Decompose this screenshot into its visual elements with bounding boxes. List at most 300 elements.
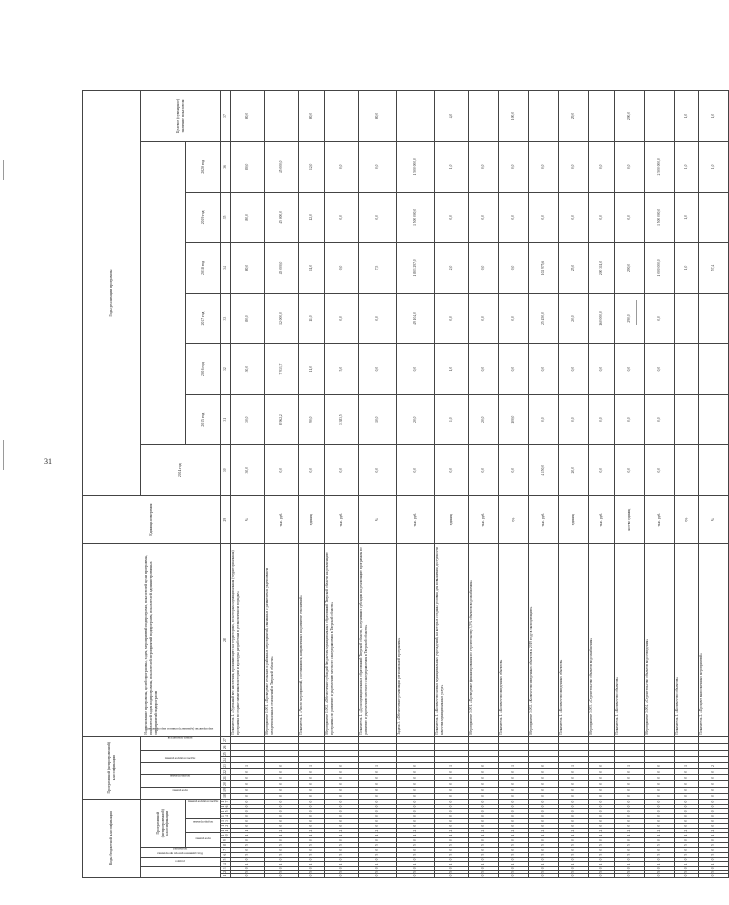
code-cell: 0 [498, 823, 528, 828]
code-cell: 0 [614, 781, 644, 787]
table-row [358, 91, 396, 878]
code-cell: 0 [230, 781, 264, 787]
column-number: 33 [221, 293, 231, 344]
year-value: 0,0 [558, 142, 588, 193]
column-number: 1 [221, 874, 231, 878]
margin-mark [3, 440, 4, 470]
year-value: 0,0 [614, 142, 644, 193]
code-cell: 1 [264, 833, 298, 838]
year-value: 1 803 297,0 [396, 243, 434, 294]
subsection-header: подраздел [141, 847, 221, 857]
code-cell [230, 744, 264, 751]
code-cell: 0 [264, 799, 298, 804]
row-unit: тыс. руб. [264, 496, 298, 544]
year-value: 0,0 [588, 394, 614, 445]
code-cell: 0 [644, 814, 674, 819]
code-cell: 0 [674, 847, 698, 852]
target-value [588, 91, 614, 142]
margin-mark [636, 300, 637, 325]
code-cell: 2 [434, 828, 468, 833]
code-cell: 0 [588, 775, 614, 781]
code-cell: 0 [468, 799, 498, 804]
year-value: 160 000,0 [588, 293, 614, 344]
code-cell: 0 [468, 819, 498, 824]
code-cell: 0 [230, 867, 264, 871]
target-value [264, 91, 298, 142]
column-number: 7 [221, 847, 231, 852]
code-cell: 0 [558, 769, 588, 775]
code-cell: 5 [434, 870, 468, 874]
code-cell: 0 [674, 769, 698, 775]
code-cell: 1 [434, 833, 468, 838]
code-cell: 0 [264, 763, 298, 769]
code-cell: 0 [264, 814, 298, 819]
program-header: программа [141, 787, 221, 799]
code-cell: 0 [614, 804, 644, 809]
code-cell: 0 [358, 809, 396, 814]
code-cell: 1 [298, 763, 324, 769]
year-value: 290,0 [614, 293, 644, 344]
code-cell [358, 757, 396, 763]
code-cell: 0 [324, 814, 358, 819]
code-cell: 0 [674, 804, 698, 809]
code-cell: 0 [264, 838, 298, 843]
year-value: 49 104,0 [396, 293, 434, 344]
code-cell [528, 757, 558, 763]
code-cell: 1 [528, 862, 558, 867]
rotated-page [82, 90, 716, 878]
code-cell [298, 736, 324, 743]
code-cell: 0 [644, 787, 674, 793]
code-cell: 0 [230, 799, 264, 804]
code-cell: 0 [396, 769, 434, 775]
column-number: 23 [221, 763, 231, 769]
code-cell: 0 [298, 838, 324, 843]
target-value: 80,0 [230, 91, 264, 142]
code-cell: 0 [434, 838, 468, 843]
code-cell: 0 [230, 814, 264, 819]
code-cell: 5 [396, 852, 434, 857]
year-value: 1,0 [674, 192, 698, 243]
code-cell: 5 [558, 870, 588, 874]
value-2014: 20,0 [558, 445, 588, 496]
year-value: 12 000,0 [264, 293, 298, 344]
year-value: 12,0 [298, 142, 324, 193]
row-name: Мероприятие 3.003. «Строительство объектов водоснабжения» [588, 544, 614, 737]
code-cell: 0 [396, 814, 434, 819]
code-cell: 5 [614, 852, 644, 857]
target-value: 4,0 [434, 91, 468, 142]
year-header-2018: 2018 год [186, 243, 221, 294]
code-cell: 0 [558, 804, 588, 809]
unit-column-header: Единица измерения [83, 496, 221, 544]
column-number: 24 [221, 757, 231, 763]
year-value: 0,0 [468, 243, 498, 294]
code-cell: 5 [558, 852, 588, 857]
code-cell: 0 [468, 838, 498, 843]
year-value: 0,0 [498, 344, 528, 395]
code-cell [264, 744, 298, 751]
code-cell: 0 [434, 847, 468, 852]
year-value: 20,0 [558, 293, 588, 344]
code-cell: 0 [528, 775, 558, 781]
column-number: 29 [221, 496, 231, 544]
year-value: 0,0 [644, 293, 674, 344]
code-cell: 0 [558, 781, 588, 787]
code-cell: 0 [528, 814, 558, 819]
code-cell: 0 [644, 809, 674, 814]
code-cell: 0 [588, 819, 614, 824]
year-value: 10,0 [358, 394, 396, 445]
code-cell: 0 [528, 763, 558, 769]
measure-header: мероприятие (административное мероприятие) [141, 751, 221, 763]
code-cell: 0 [230, 838, 264, 843]
code-cell: 5 [498, 852, 528, 857]
code-cell: 5 [434, 852, 468, 857]
year-value: 45 000,0 [264, 142, 298, 193]
code-cell: 0 [396, 874, 434, 878]
year-value: 57,4 [698, 243, 728, 294]
code-cell: 5 [468, 852, 498, 857]
code-cell: 1 [644, 833, 674, 838]
code-cell: 1 [498, 862, 528, 867]
code-cell: 0 [298, 867, 324, 871]
code-cell: 0 [698, 804, 728, 809]
code-cell: 0 [434, 781, 468, 787]
code-cell: 0 [434, 874, 468, 878]
table-row [614, 91, 644, 878]
year-value: 30,0 [230, 344, 264, 395]
code-cell: 5 [358, 843, 396, 848]
code-cell: 0 [324, 819, 358, 824]
year-value: 0,0 [324, 142, 358, 193]
code-cell [396, 757, 434, 763]
column-number: 17 [221, 800, 230, 803]
code-cell [324, 757, 358, 763]
code-cell [434, 744, 468, 751]
year-value: 0,0 [468, 192, 498, 243]
code-cell: 0 [588, 847, 614, 852]
code-cell: 0 [498, 874, 528, 878]
target-value [644, 91, 674, 142]
code-cell: 0 [528, 838, 558, 843]
code-cell [298, 744, 324, 751]
year-value: 11,0 [298, 344, 324, 395]
year-value [674, 394, 698, 445]
column-number: 4 [221, 862, 231, 867]
code-cell: 0 [324, 804, 358, 809]
code-cell [230, 736, 264, 743]
code-cell: 0 [298, 793, 324, 799]
row-unit: тыс. руб. [528, 496, 558, 544]
code-cell: 0 [558, 847, 588, 852]
code-cell: 0 [674, 857, 698, 862]
code-cell: 0 [298, 819, 324, 824]
code-cell: 0 [264, 804, 298, 809]
code-cell [230, 757, 264, 763]
code-cell: 0 [358, 867, 396, 871]
code-cell: 1 [396, 833, 434, 838]
code-cell: 5 [528, 870, 558, 874]
code-cell: 0 [614, 775, 644, 781]
year-value: 1,0 [698, 142, 728, 193]
code-cell [558, 736, 588, 743]
code-cell: 0 [588, 787, 614, 793]
table-row [558, 91, 588, 878]
code-cell: 0 [264, 847, 298, 852]
code-cell: 0 [588, 804, 614, 809]
table-row [324, 91, 358, 878]
code-cell: 0 [528, 781, 558, 787]
code-cell: 5 [230, 852, 264, 857]
table-row [644, 91, 674, 878]
code-cell: 5 [324, 852, 358, 857]
code-cell: 0 [674, 838, 698, 843]
code-cell: 1 [588, 862, 614, 867]
code-cell: 0 [498, 857, 528, 862]
row-name: Показатель 1. «Количество введенных объектов» [558, 544, 588, 737]
code-cell: 0 [324, 775, 358, 781]
code-cell: 0 [396, 763, 434, 769]
code-cell [298, 757, 324, 763]
code-cell [588, 757, 614, 763]
year-value: 0,0 [468, 293, 498, 344]
code-cell: 0 [298, 809, 324, 814]
code-cell: 1 [298, 833, 324, 838]
value-2014: 0,0 [468, 445, 498, 496]
year-value: 0,0 [358, 344, 396, 395]
value-2014: 0,0 [298, 445, 324, 496]
year-value: 1 000 000,0 [644, 243, 674, 294]
target-value [468, 91, 498, 142]
value-2014: 0,0 [588, 445, 614, 496]
year-value: 100,0 [498, 394, 528, 445]
value-2014: 0,0 [434, 445, 468, 496]
code-cell: 0 [396, 804, 434, 809]
column-number-row [221, 91, 231, 878]
code-cell: 2 [698, 763, 728, 769]
code-cell: 0 [498, 814, 528, 819]
code-cell: 0 [614, 809, 644, 814]
year-value: 0,0 [614, 192, 644, 243]
code-cell: 0 [230, 787, 264, 793]
year-value: 25,0 [558, 243, 588, 294]
code-cell [498, 736, 528, 743]
code-cell: 0 [358, 874, 396, 878]
column-number: 28 [221, 544, 231, 737]
code-cell: 0 [614, 787, 644, 793]
code-cell: 0 [698, 823, 728, 828]
value-2014: 0,0 [644, 445, 674, 496]
code-cell: 0 [528, 787, 558, 793]
code-cell: 0 [358, 804, 396, 809]
code-cell: 0 [614, 838, 644, 843]
code-cell [674, 751, 698, 757]
year-value: 0,0 [614, 394, 644, 445]
code-cell: 2 [644, 828, 674, 833]
code-cell: 0 [358, 814, 396, 819]
year-value: 7 933,7 [264, 344, 298, 395]
code-cell: 0 [434, 793, 468, 799]
code-cell: 0 [498, 867, 528, 871]
code-cell: 0 [298, 781, 324, 787]
code-cell: 0 [614, 819, 644, 824]
code-cell [558, 751, 588, 757]
code-cell: 0 [468, 857, 498, 862]
year-value: 1 500 000,0 [644, 192, 674, 243]
column-number: 12 [221, 824, 230, 827]
code-cell: 0 [230, 823, 264, 828]
code-cell: 0 [324, 769, 358, 775]
code-cell: 0 [498, 804, 528, 809]
code-cell: 0 [614, 823, 644, 828]
value-2014: 0,0 [358, 445, 396, 496]
code-cell: 0 [298, 775, 324, 781]
year-value: 2,0 [434, 243, 468, 294]
code-cell: 5 [396, 870, 434, 874]
code-cell: 5 [614, 870, 644, 874]
code-cell: 5 [358, 870, 396, 874]
code-cell: 0 [324, 874, 358, 878]
code-cell: 0 [264, 823, 298, 828]
code-cell: 0 [358, 823, 396, 828]
code-cell: 0 [614, 799, 644, 804]
code-cell: 2 [468, 828, 498, 833]
column-number: 5 [221, 857, 231, 862]
code-cell: 0 [674, 799, 698, 804]
column-number: 3 [221, 867, 231, 871]
code-cell: 0 [698, 781, 728, 787]
value-2014 [674, 445, 698, 496]
table-row [588, 91, 614, 878]
code-cell: 0 [298, 857, 324, 862]
year-value: 0,0 [396, 344, 434, 395]
code-cell [264, 736, 298, 743]
table-row [264, 91, 298, 878]
code-cell: 0 [468, 823, 498, 828]
code-cell: 0 [434, 775, 468, 781]
value-2014: 0,0 [498, 445, 528, 496]
code-cell: 0 [468, 847, 498, 852]
code-cell: 5 [588, 870, 614, 874]
year-value: 0,0 [558, 192, 588, 243]
code-cell: 0 [396, 781, 434, 787]
table-row [230, 91, 264, 878]
code-cell: 0 [588, 857, 614, 862]
column-number: 9 [221, 838, 231, 843]
code-cell: 0 [588, 814, 614, 819]
code-cell: 0 [468, 867, 498, 871]
code-cell: 1 [698, 833, 728, 838]
code-cell: 0 [528, 874, 558, 878]
code-cell: 0 [498, 769, 528, 775]
code-cell: 0 [698, 799, 728, 804]
code-cell: 1 [674, 833, 698, 838]
code-cell: 0 [264, 775, 298, 781]
code-cell: 1 [358, 862, 396, 867]
year-header-2019: 2019 год [186, 192, 221, 243]
code-cell: 5 [230, 870, 264, 874]
code-cell: 0 [358, 819, 396, 824]
code-cell: 0 [644, 857, 674, 862]
code-cell: 0 [644, 874, 674, 878]
year-value: 0,0 [528, 192, 558, 243]
column-number: 31 [221, 394, 231, 445]
target-value [528, 91, 558, 142]
code-cell: 5 [528, 843, 558, 848]
code-cell: 0 [674, 775, 698, 781]
code-cell: 0 [644, 769, 674, 775]
row-unit: тыс. руб. [396, 496, 434, 544]
column-number: 21 [221, 775, 231, 781]
code-cell: 0 [698, 787, 728, 793]
code-cell: 0 [358, 787, 396, 793]
code-cell: 0 [498, 819, 528, 824]
code-cell: 0 [358, 847, 396, 852]
code-cell: 2 [298, 828, 324, 833]
code-cell: 0 [558, 793, 588, 799]
program-class-header: Программной (непрограммной) классификации [83, 736, 141, 799]
code-cell [468, 757, 498, 763]
code-cell: 1 [614, 862, 644, 867]
code-cell: 5 [644, 843, 674, 848]
code-cell: 0 [358, 775, 396, 781]
row-unit: % [358, 496, 396, 544]
year-value: 12,0 [298, 192, 324, 243]
table-row [298, 91, 324, 878]
code-cell: 0 [588, 769, 614, 775]
code-cell: 0 [614, 814, 644, 819]
year-value: 0,0 [588, 344, 614, 395]
target-value: 100,0 [498, 91, 528, 142]
code-cell: 0 [468, 874, 498, 878]
row-unit: единиц [434, 496, 468, 544]
code-cell: 0 [698, 769, 728, 775]
value-2014: 4 150,0 [528, 445, 558, 496]
code-cell: 0 [468, 809, 498, 814]
code-cell: 0 [264, 781, 298, 787]
code-cell: 0 [396, 823, 434, 828]
code-cell: 0 [468, 804, 498, 809]
row-name: Мероприятие 1.001. «Проведение сельских и районных мероприятий, связанных с развитием и укреплением межрегиональных отношений в Тверской области» [264, 544, 298, 737]
year-value [674, 344, 698, 395]
page-number: 31 [44, 457, 52, 466]
year-value: 80,0 [230, 243, 264, 294]
table-row [674, 91, 698, 878]
code-cell: 0 [434, 787, 468, 793]
year-value: 30,0 [230, 394, 264, 445]
code-cell: 0 [674, 809, 698, 814]
code-cell: 0 [468, 763, 498, 769]
code-cell: 0 [674, 787, 698, 793]
code-cell: 0 [558, 787, 588, 793]
task-code-header: задача подпрограммы [186, 799, 221, 819]
row-unit: тыс. руб. [468, 496, 498, 544]
program-table [82, 90, 729, 878]
column-number: 22 [221, 769, 231, 775]
row-name: Показатель 1. «Количество введенных объектов» [498, 544, 528, 737]
code-cell: 0 [528, 867, 558, 871]
table-row [468, 91, 498, 878]
row-unit: единиц [558, 496, 588, 544]
code-cell: 2 [528, 828, 558, 833]
code-cell [324, 744, 358, 751]
code-cell: 1 [358, 763, 396, 769]
code-cell: 5 [396, 843, 434, 848]
years-header: Годы реализации программы [83, 91, 141, 496]
code-cell: 2 [614, 828, 644, 833]
code-cell: 0 [614, 857, 644, 862]
